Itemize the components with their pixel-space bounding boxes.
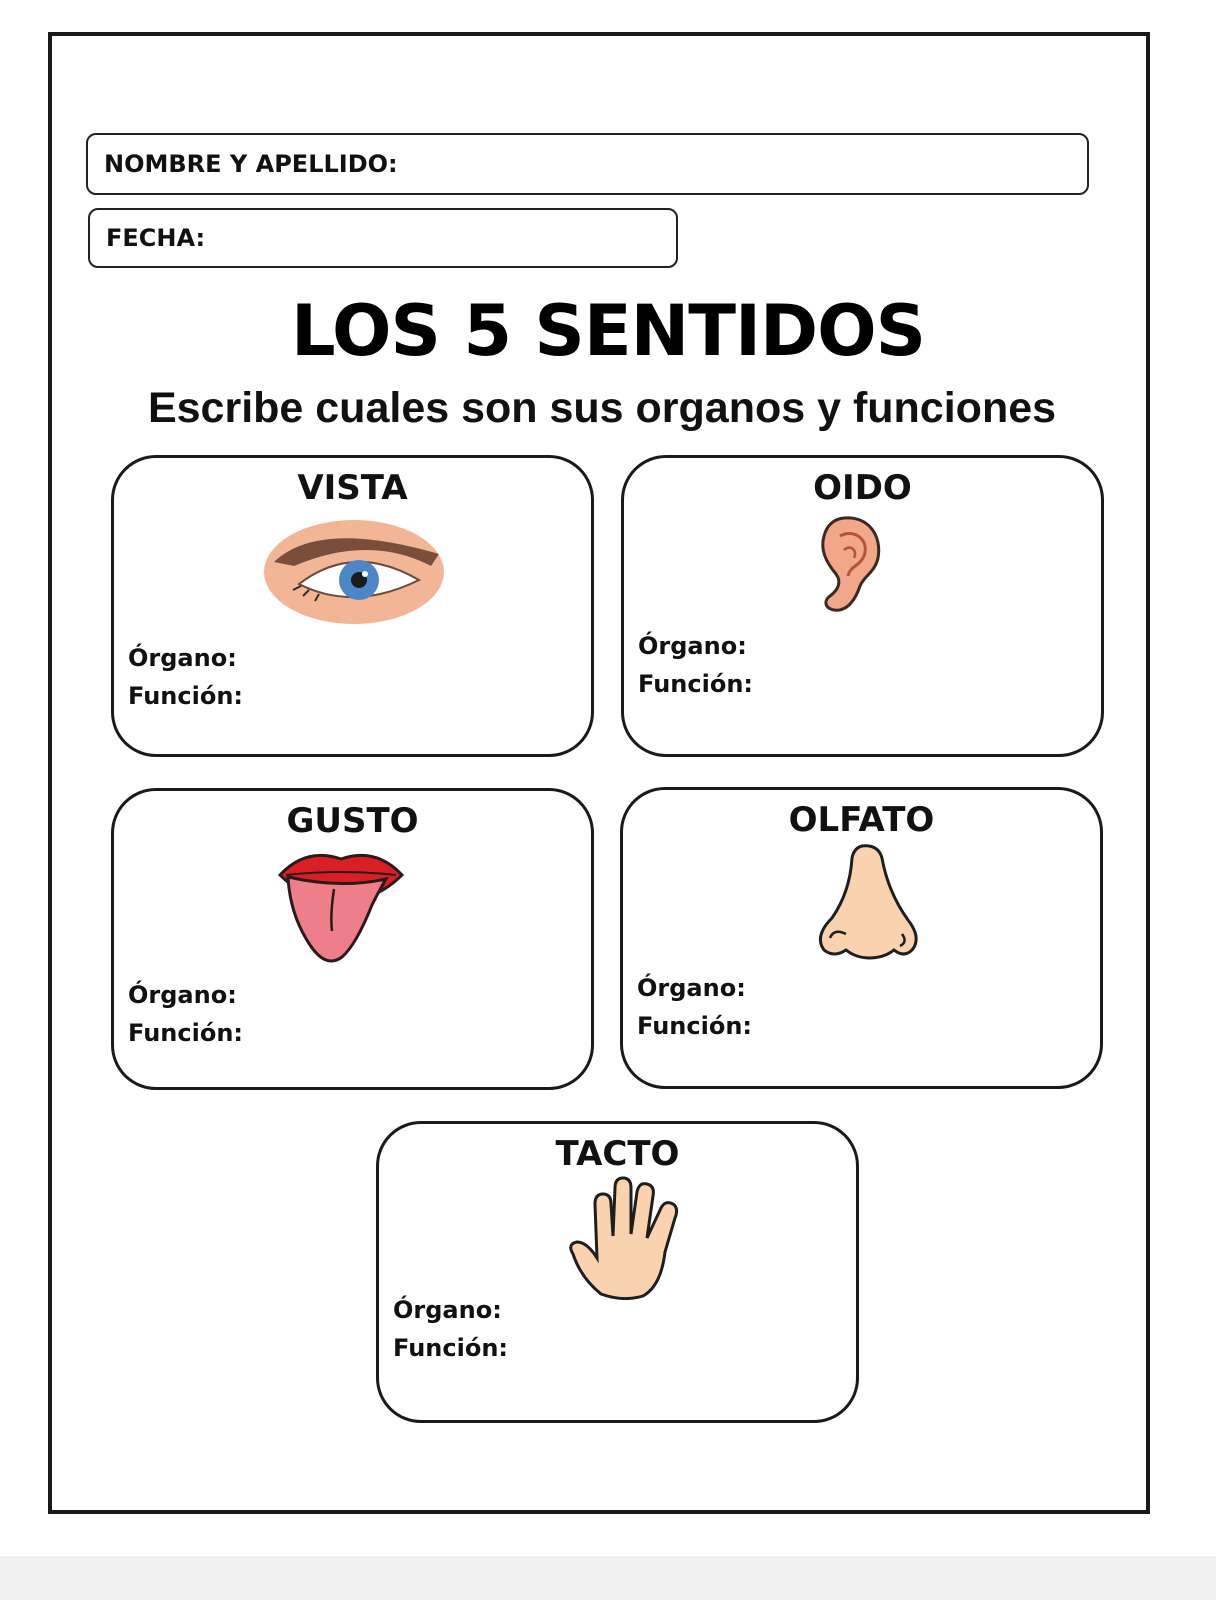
organ-label: Órgano: — [128, 644, 237, 672]
function-label: Función: — [128, 682, 243, 710]
date-label: FECHA: — [106, 224, 206, 252]
ear-icon — [814, 514, 884, 614]
tongue-icon — [276, 845, 406, 971]
page-title: LOS 5 SENTIDOS — [290, 290, 926, 372]
name-field[interactable] — [86, 133, 1089, 195]
card-tacto — [376, 1121, 859, 1423]
card-title: VISTA — [297, 468, 408, 508]
bottom-band — [0, 1556, 1216, 1600]
card-title: OLFATO — [788, 800, 935, 840]
card-oido — [621, 455, 1104, 757]
card-title: GUSTO — [286, 801, 419, 841]
card-title: TACTO — [555, 1134, 680, 1174]
card-vista — [111, 455, 594, 757]
nose-icon — [816, 842, 922, 962]
page-subtitle: Escribe cuales son sus organos y funciones — [147, 384, 1057, 432]
card-gusto — [111, 788, 594, 1090]
organ-label: Órgano: — [128, 981, 237, 1009]
function-label: Función: — [393, 1334, 508, 1362]
function-label: Función: — [128, 1019, 243, 1047]
organ-label: Órgano: — [638, 632, 747, 660]
function-label: Función: — [637, 1012, 752, 1040]
organ-label: Órgano: — [637, 974, 746, 1002]
function-label: Función: — [638, 670, 753, 698]
name-label: NOMBRE Y APELLIDO: — [104, 150, 398, 178]
hand-icon — [567, 1174, 687, 1300]
organ-label: Órgano: — [393, 1296, 502, 1324]
card-title: OIDO — [813, 468, 912, 508]
eye-icon — [259, 514, 449, 632]
card-olfato — [620, 787, 1103, 1089]
date-field[interactable] — [88, 208, 678, 268]
